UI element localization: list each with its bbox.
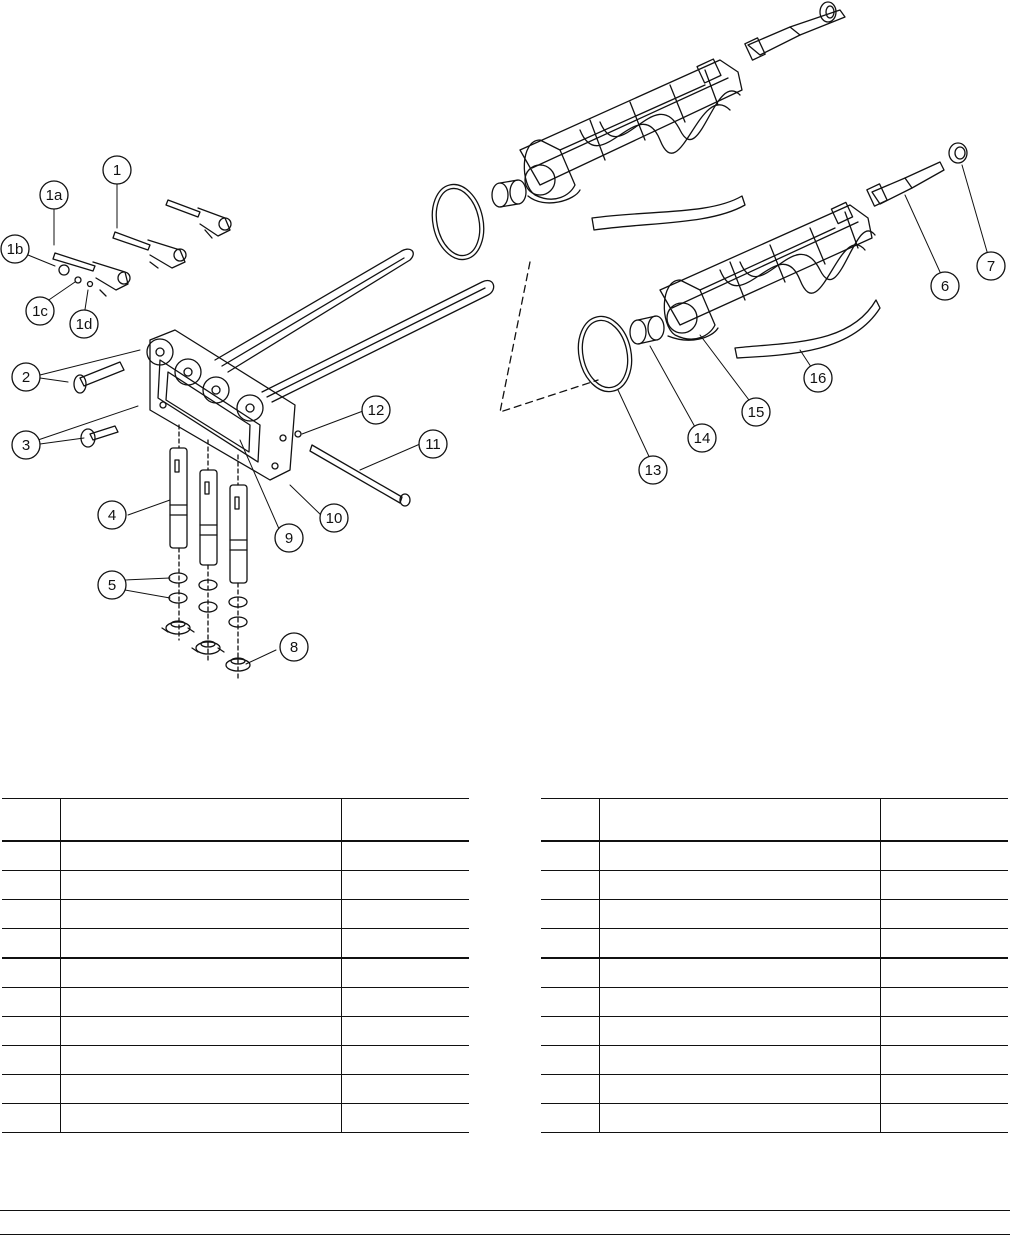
callout-13	[639, 456, 667, 484]
svg-text:7: 7	[986, 258, 996, 275]
svg-text:1a: 1a	[45, 187, 63, 204]
svg-text:16: 16	[809, 370, 827, 387]
callout-1b	[1, 235, 29, 263]
callout-16	[804, 364, 832, 392]
table-row	[541, 1075, 1008, 1104]
table-row	[2, 1017, 469, 1046]
callouts	[1, 156, 1005, 661]
gasket-13	[572, 311, 639, 396]
svg-text:3: 3	[21, 437, 31, 454]
svg-text:2: 2	[21, 369, 31, 386]
table-row	[541, 988, 1008, 1017]
header-cell	[61, 799, 342, 842]
svg-text:1: 1	[112, 162, 122, 179]
screw-3-part	[81, 426, 118, 447]
table-row	[541, 1046, 1008, 1075]
manifold-part	[147, 330, 295, 480]
heating-element-part	[215, 249, 494, 402]
svg-text:8: 8	[289, 639, 299, 656]
callout-10	[320, 504, 348, 532]
callout-14	[688, 424, 716, 452]
callout-7	[977, 252, 1005, 280]
table-row	[541, 841, 1008, 871]
band-upper	[592, 196, 745, 230]
callout-4	[98, 501, 126, 529]
svg-text:5: 5	[107, 577, 117, 594]
table-row	[2, 900, 469, 929]
header-cell	[881, 799, 1009, 842]
callout-9	[275, 524, 303, 552]
table-row	[2, 871, 469, 900]
nut-12-part	[295, 431, 301, 437]
table-row	[2, 1046, 469, 1075]
table-row	[2, 929, 469, 959]
table-row	[2, 841, 469, 871]
footer-rule-top	[0, 1210, 1010, 1211]
svg-text:9: 9	[284, 530, 294, 547]
table-row	[541, 1104, 1008, 1133]
table-row	[2, 1075, 469, 1104]
rod-11-part	[310, 445, 402, 503]
callout-6	[931, 272, 959, 300]
svg-text:12: 12	[367, 402, 385, 419]
upper-basket-part	[520, 2, 845, 203]
callout-8	[280, 633, 308, 661]
callout-1d	[70, 310, 98, 338]
header-cell	[600, 799, 881, 842]
table-row	[541, 958, 1008, 988]
callout-1c	[26, 297, 54, 325]
screw-2-part	[74, 362, 124, 393]
table-header-row	[2, 799, 469, 842]
table-row	[2, 988, 469, 1017]
table-row	[541, 900, 1008, 929]
parts-table-left	[2, 798, 469, 1133]
parts-table-right	[541, 798, 1008, 1133]
svg-text:10: 10	[325, 510, 343, 527]
callout-15	[742, 398, 770, 426]
table-row	[2, 1104, 469, 1133]
callout-12	[362, 396, 390, 424]
table-row	[541, 871, 1008, 900]
callout-11	[419, 430, 447, 458]
band-16	[735, 300, 880, 358]
bushing-14	[630, 316, 664, 344]
table-row	[541, 1017, 1008, 1046]
svg-text:4: 4	[107, 507, 117, 524]
callout-1	[103, 156, 131, 184]
header-cell	[541, 799, 600, 842]
gasket-upper	[426, 180, 491, 265]
lower-basket-part	[660, 143, 967, 340]
svg-text:14: 14	[693, 430, 711, 447]
header-cell	[2, 799, 61, 842]
valve-assembly-part	[53, 200, 231, 296]
callout-3	[12, 431, 40, 459]
svg-text:6: 6	[940, 278, 950, 295]
callout-2	[12, 363, 40, 391]
svg-text:1c: 1c	[32, 303, 48, 320]
header-cell	[342, 799, 470, 842]
footer-rule-bottom	[0, 1234, 1010, 1235]
bushing-upper	[492, 180, 526, 207]
table-row	[541, 929, 1008, 959]
svg-text:11: 11	[425, 436, 441, 453]
svg-text:15: 15	[747, 404, 765, 421]
svg-text:1d: 1d	[75, 316, 93, 333]
svg-text:1b: 1b	[6, 241, 24, 258]
table-header-row	[541, 799, 1008, 842]
callout-1a	[40, 181, 68, 209]
svg-text:13: 13	[644, 462, 662, 479]
table-row	[2, 958, 469, 988]
cap-8-part	[162, 621, 250, 671]
callout-5	[98, 571, 126, 599]
